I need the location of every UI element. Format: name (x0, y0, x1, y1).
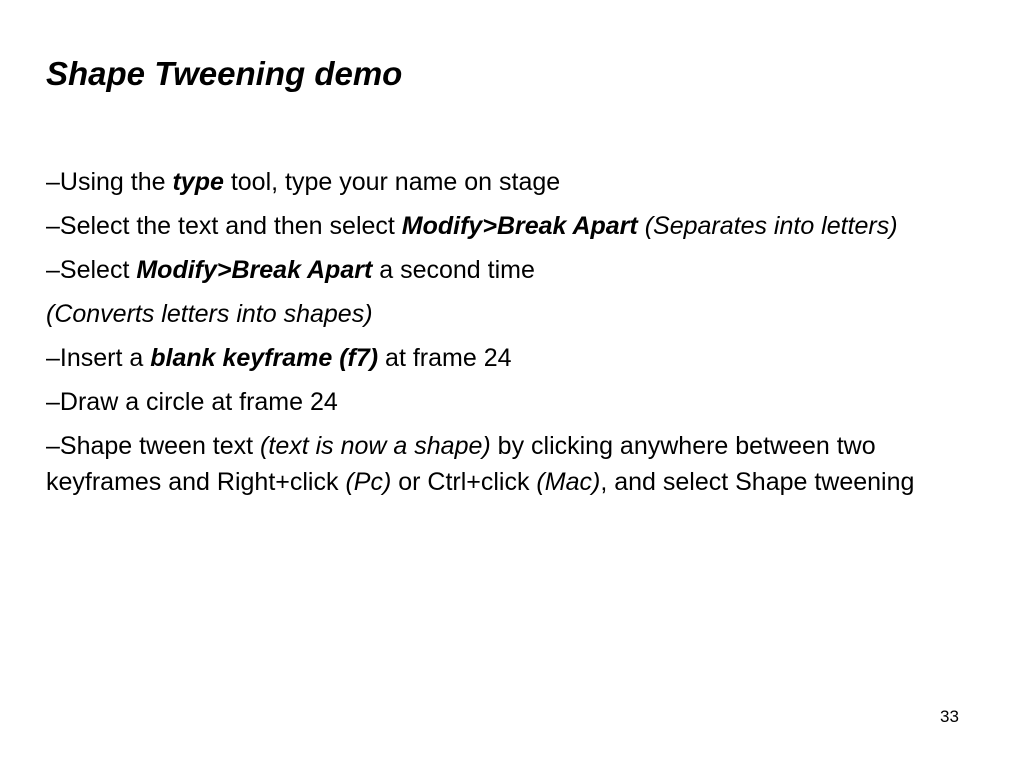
text (638, 212, 645, 240)
note-text: (Mac) (536, 468, 601, 496)
text: Insert a (59, 344, 151, 372)
note-text: (Pc) (345, 468, 392, 496)
bullet-insert-keyframe (46, 340, 976, 376)
bullet-draw-circle (46, 384, 976, 420)
bullet-using-type-tool (46, 164, 976, 200)
note-text: (text is now a shape) (260, 432, 491, 460)
emphasis-text: blank keyframe (f7) (150, 344, 379, 372)
bullet-break-apart-second (46, 252, 976, 288)
bullet-dash: – (46, 212, 60, 240)
text: at frame 24 (378, 344, 512, 372)
text: , and select Shape tweening (600, 468, 915, 496)
page-number: 33 (940, 707, 959, 726)
text: or Ctrl+click (391, 468, 537, 496)
note-text: (Converts letters into shapes) (46, 300, 373, 328)
note-text: (Separates into letters) (644, 212, 898, 240)
text: tool, type your name on stage (223, 168, 561, 196)
emphasis-text: Modify>Break Apart (136, 256, 373, 284)
note-converts-letters (46, 296, 976, 332)
text: by clicking anywhere between two keyframes and Right+click (46, 432, 876, 496)
bullet-dash: – (46, 256, 60, 284)
text: Using the (59, 168, 173, 196)
text: Select the text and then select (59, 212, 402, 240)
bullet-dash: – (46, 168, 60, 196)
text: Select (59, 256, 137, 284)
slide-body (46, 164, 976, 508)
bullet-shape-tween (46, 428, 976, 500)
bullet-break-apart-first (46, 208, 976, 244)
text: Shape tween text (59, 432, 261, 460)
slide-title: Shape Tweening demo (46, 55, 403, 92)
text: a second time (372, 256, 535, 284)
bullet-dash: – (46, 344, 60, 372)
emphasis-text: Modify>Break Apart (401, 212, 638, 240)
emphasis-text: type (172, 168, 224, 196)
text: Draw a circle at frame 24 (59, 388, 338, 416)
bullet-dash: – (46, 388, 60, 416)
bullet-dash: – (46, 432, 60, 460)
